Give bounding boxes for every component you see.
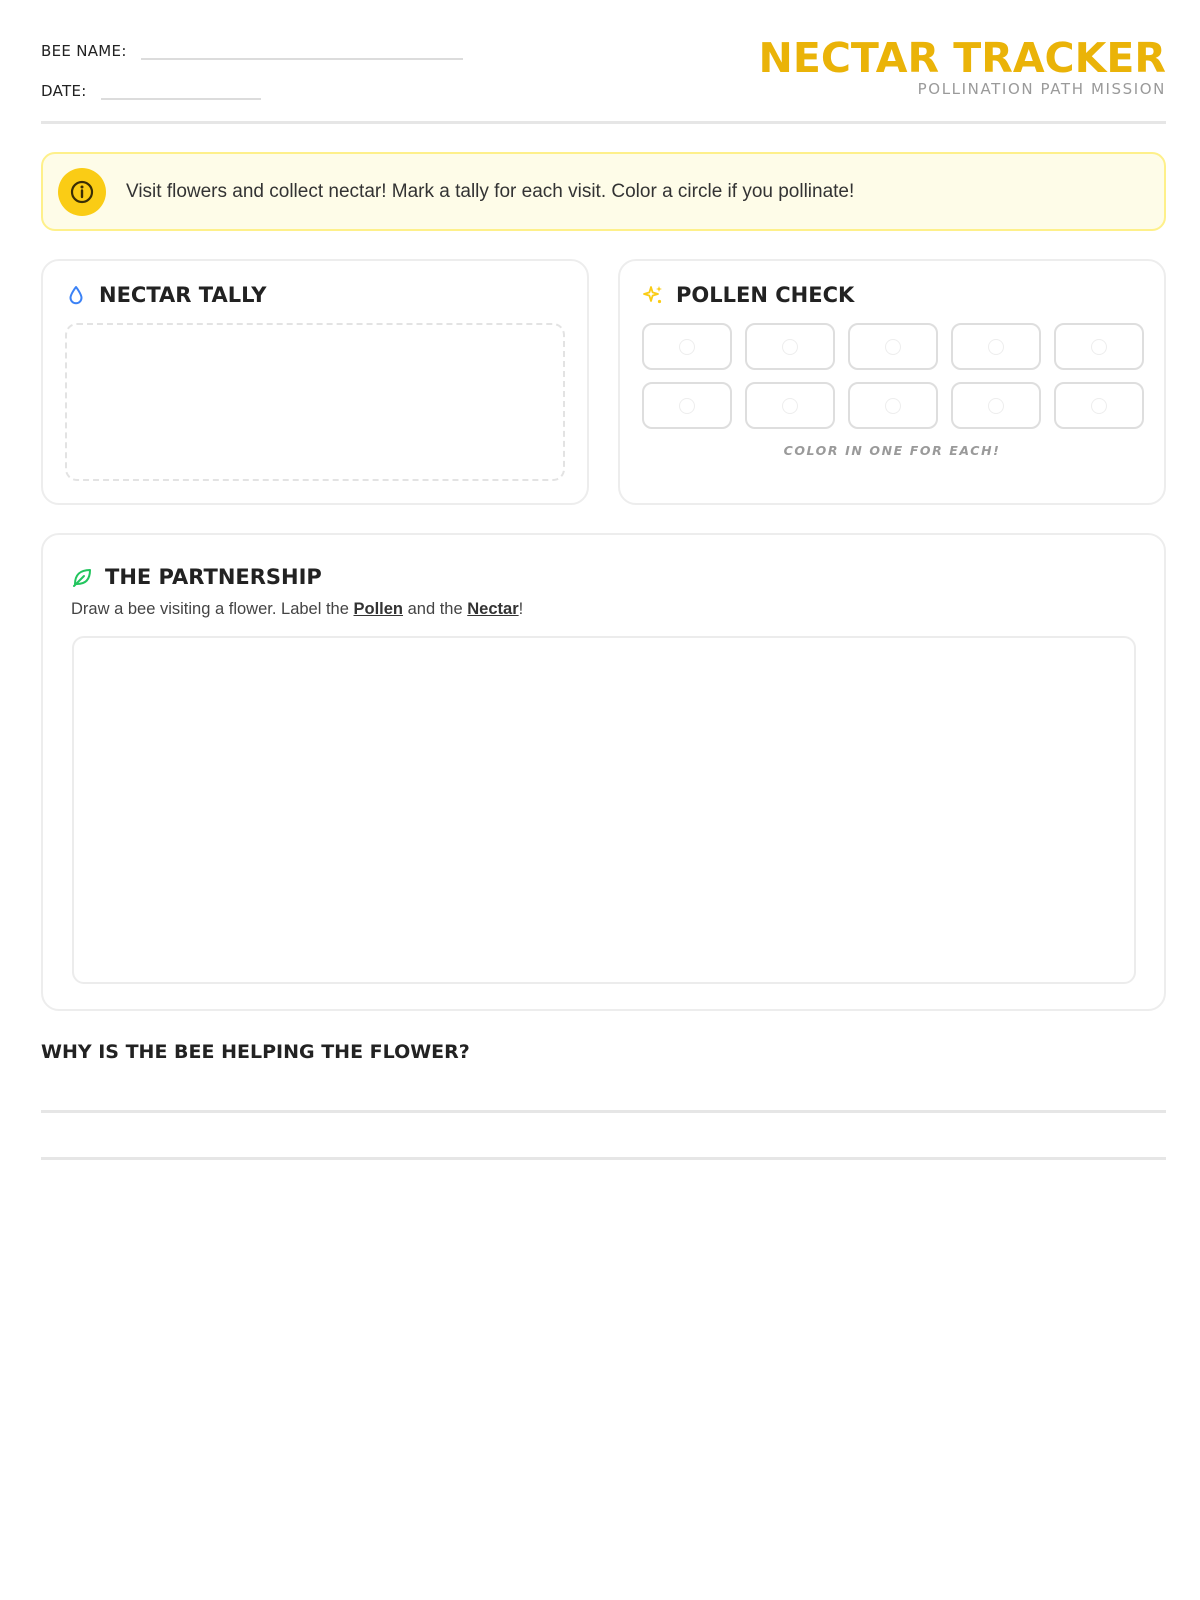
page-title: NECTAR TRACKER xyxy=(758,34,1166,82)
drawing-area[interactable] xyxy=(72,636,1136,984)
date-field xyxy=(41,82,261,100)
pollen-circle-box[interactable] xyxy=(1054,382,1144,429)
partnership-card xyxy=(41,533,1166,1011)
banner-text: Visit flowers and collect nectar! Mark a tally for each visit. Color a circle if you pollinate! xyxy=(126,180,855,202)
instruction-banner xyxy=(41,152,1166,231)
partnership-heading xyxy=(71,565,322,589)
pollen-circle-box[interactable] xyxy=(848,323,938,370)
pollen-circle-box[interactable] xyxy=(1054,323,1144,370)
answer-line[interactable] xyxy=(41,1157,1166,1160)
date-line[interactable] xyxy=(101,86,261,100)
pollen-circle-box[interactable] xyxy=(642,323,732,370)
reflection-question: WHY IS THE BEE HELPING THE FLOWER? xyxy=(41,1041,470,1063)
instruction-middle: and the xyxy=(403,600,468,618)
nectar-tally-heading xyxy=(65,283,266,307)
pollen-label: Pollen xyxy=(353,600,404,618)
pollen-circle[interactable] xyxy=(1091,398,1107,414)
answer-line[interactable] xyxy=(41,1110,1166,1113)
pollen-check-card xyxy=(618,259,1166,505)
pollen-circle[interactable] xyxy=(782,398,798,414)
bee-name-label: BEE NAME: xyxy=(41,42,127,60)
pollen-circle[interactable] xyxy=(885,398,901,414)
instruction-suffix: ! xyxy=(518,600,524,618)
worksheet-header xyxy=(41,0,1166,124)
nectar-label: Nectar xyxy=(467,600,519,618)
pollen-circle[interactable] xyxy=(679,339,695,355)
pollen-circle-box[interactable] xyxy=(642,382,732,429)
pollen-circle-box[interactable] xyxy=(745,382,835,429)
pollen-circle-box[interactable] xyxy=(951,323,1041,370)
pollen-circle[interactable] xyxy=(885,339,901,355)
pollen-check-title: POLLEN CHECK xyxy=(676,283,855,307)
pollen-circle[interactable] xyxy=(1091,339,1107,355)
instruction-prefix: Draw a bee visiting a flower. Label the xyxy=(71,600,354,618)
pollen-circle-box[interactable] xyxy=(951,382,1041,429)
leaf-icon xyxy=(71,566,93,588)
pollen-circle[interactable] xyxy=(782,339,798,355)
pollen-circle-box[interactable] xyxy=(848,382,938,429)
partnership-title: THE PARTNERSHIP xyxy=(105,565,322,589)
bee-name-line[interactable] xyxy=(141,46,463,60)
pollen-circle[interactable] xyxy=(679,398,695,414)
pollen-circle[interactable] xyxy=(988,398,1004,414)
droplet-icon xyxy=(65,284,87,306)
bee-name-field xyxy=(41,42,463,60)
tally-box[interactable] xyxy=(65,323,565,481)
brand-block xyxy=(759,34,1166,98)
info-icon xyxy=(58,168,106,216)
nectar-tally-title: NECTAR TALLY xyxy=(99,283,267,307)
page-subtitle: POLLINATION PATH MISSION xyxy=(917,80,1166,98)
pollen-grid xyxy=(642,323,1144,429)
pollen-note: COLOR IN ONE FOR EACH! xyxy=(783,443,1001,458)
worksheet-page xyxy=(41,0,1166,1063)
date-label: DATE: xyxy=(41,82,87,100)
partnership-instruction xyxy=(71,600,523,619)
sparkles-icon xyxy=(642,284,664,306)
nectar-tally-card xyxy=(41,259,589,505)
pollen-circle[interactable] xyxy=(988,339,1004,355)
pollen-check-heading xyxy=(642,283,854,307)
pollen-circle-box[interactable] xyxy=(745,323,835,370)
